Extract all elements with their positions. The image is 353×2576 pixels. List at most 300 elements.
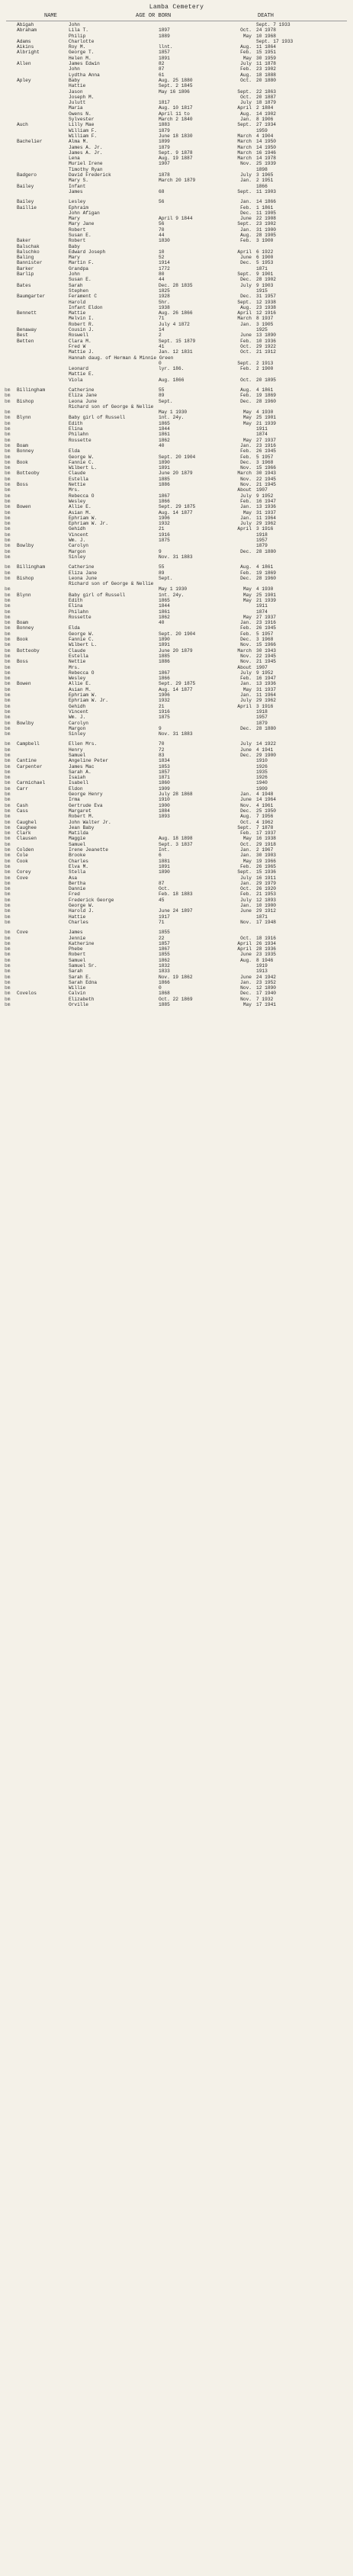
- record-row: [0, 715, 353, 720]
- record-row: [0, 564, 353, 570]
- record-death-month: July: [240, 282, 252, 288]
- record-code: bm: [5, 554, 11, 560]
- record-born: 1886: [159, 659, 170, 665]
- record-born: lyr. 186.: [159, 366, 185, 372]
- record-death-month: March: [237, 471, 252, 477]
- record-code: bm: [5, 940, 11, 946]
- record-death-month: Nov.: [240, 642, 252, 648]
- record-death-month: Aug.: [240, 304, 252, 310]
- record-death-month: Feb.: [240, 238, 252, 244]
- record-born: March 20 1879: [159, 178, 196, 184]
- record-given-name: Fannie C.: [69, 637, 95, 643]
- record-row: [0, 586, 353, 592]
- record-row: [0, 975, 353, 980]
- record-death-date: 12 1893: [256, 897, 276, 903]
- record-death-month: July: [240, 897, 252, 903]
- record-row: [0, 426, 353, 432]
- record-row: [0, 72, 353, 78]
- record-death-month: Jan.: [240, 178, 252, 184]
- record-surname: Bowen: [17, 504, 31, 510]
- record-death-date: 11 1864: [256, 44, 276, 50]
- record-code: bm: [5, 482, 11, 488]
- record-code: bm: [5, 797, 11, 803]
- record-death-date: 25 1939: [256, 161, 276, 167]
- record-born: 71: [159, 316, 165, 322]
- record-row: [0, 853, 353, 858]
- record-row: [0, 521, 353, 526]
- record-code: bm: [5, 471, 11, 477]
- record-death-date: 4 1861: [256, 387, 274, 393]
- record-surname: Botteoby: [17, 647, 40, 654]
- record-death-month: March: [237, 156, 252, 162]
- record-born: Oct. 22 1869: [159, 996, 193, 1002]
- record-born: 1772: [159, 265, 170, 271]
- record-code: bm: [5, 853, 11, 859]
- record-given-name: Infant Eldon: [69, 304, 103, 310]
- record-born: 14: [159, 327, 165, 333]
- record-surname: Cash: [17, 802, 28, 808]
- record-death-date: 11 1964: [256, 692, 276, 699]
- record-born: 21: [159, 703, 165, 709]
- record-given-name: Susan E.: [69, 232, 91, 238]
- record-code: bm: [5, 863, 11, 869]
- record-death-month: Dec.: [240, 398, 252, 404]
- record-given-name: Alma M.: [69, 139, 88, 145]
- record-death-date: 1874: [256, 432, 268, 438]
- record-row: [0, 847, 353, 853]
- record-born: Int.: [159, 847, 170, 853]
- record-death-month: March: [237, 316, 252, 322]
- record-given-name: William F.: [69, 133, 98, 139]
- record-code: bm: [5, 504, 11, 510]
- record-row: [0, 593, 353, 598]
- record-death-date: 19 1966: [256, 858, 276, 864]
- record-row: [0, 637, 353, 642]
- record-born: March 2 1840: [159, 117, 193, 123]
- record-row: [0, 532, 353, 538]
- record-death-date: 9 1901: [256, 271, 274, 278]
- record-death-date: 1898: [256, 166, 268, 172]
- record-list: [0, 22, 353, 1007]
- record-death-month: Oct.: [240, 343, 252, 349]
- record-row: [0, 681, 353, 686]
- record-death-month: June: [240, 952, 252, 958]
- record-surname: Bailey: [17, 199, 34, 205]
- record-surname: Carmichael: [17, 780, 46, 786]
- record-given-name: Sarah: [69, 968, 83, 975]
- record-born: Jan. 12 1831: [159, 349, 193, 355]
- record-code: bm: [5, 946, 11, 952]
- record-born: May 1 1930: [159, 410, 188, 416]
- record-row: [0, 205, 353, 210]
- record-born: 1900: [159, 802, 170, 808]
- record-born: July 28 1868: [159, 792, 193, 798]
- record-death-date: 31 1937: [256, 686, 276, 692]
- record-row: [0, 404, 353, 410]
- record-death-month: April: [237, 310, 252, 316]
- record-death-month: July: [240, 741, 252, 747]
- record-born: 1909: [159, 785, 170, 792]
- record-born: 87: [159, 880, 165, 886]
- record-row: [0, 891, 353, 897]
- record-code: bm: [5, 1002, 11, 1008]
- record-given-name: Philahn: [69, 609, 88, 615]
- record-surname: Boss: [17, 659, 28, 665]
- record-born: June 18 1830: [159, 133, 193, 139]
- record-row: [0, 189, 353, 194]
- record-given-name: George W.: [69, 631, 95, 637]
- record-given-name: Asian M.: [69, 686, 91, 692]
- record-given-name: Charlotte: [69, 38, 95, 44]
- record-row: [0, 482, 353, 487]
- record-row: [0, 139, 353, 144]
- record-death-date: 9 1903: [256, 282, 274, 288]
- record-code: bm: [5, 775, 11, 781]
- record-row: [0, 167, 353, 172]
- record-death-date: 1913: [256, 968, 268, 975]
- record-death-date: 3 1968: [256, 637, 274, 643]
- record-born: 1855: [159, 930, 170, 936]
- record-death-month: Feb.: [240, 863, 252, 869]
- record-death-month: Oct.: [240, 819, 252, 825]
- record-death-date: 11 1878: [256, 61, 276, 67]
- record-born: 89: [159, 570, 165, 576]
- record-born: 1862: [159, 957, 170, 963]
- record-code: bm: [5, 586, 11, 593]
- record-row: [0, 283, 353, 288]
- record-death-date: 23 1902: [256, 221, 276, 227]
- record-row: [0, 355, 353, 361]
- record-row: [0, 271, 353, 277]
- record-row: [0, 156, 353, 161]
- record-death-month: Nov.: [240, 985, 252, 991]
- record-death-month: Oct.: [240, 94, 252, 100]
- record-death-month: About: [237, 664, 252, 670]
- record-code: bm: [5, 731, 11, 737]
- record-death-date: 22 1908: [256, 216, 276, 222]
- record-surname: Aikins: [17, 44, 34, 50]
- record-surname: Boam: [17, 620, 28, 626]
- record-given-name: Fannie C.: [69, 459, 95, 465]
- record-death-date: 13 1890: [256, 332, 276, 339]
- record-death-date: 2 1951: [256, 178, 274, 184]
- record-row: [0, 255, 353, 260]
- record-row: [0, 881, 353, 886]
- record-given-name: Leona June: [69, 398, 98, 404]
- record-row: [0, 980, 353, 985]
- record-given-name: Philip: [69, 33, 86, 39]
- record-death-date: 1907: [256, 487, 268, 493]
- record-given-name: Philahn: [69, 432, 88, 438]
- record-death-month: Feb.: [240, 498, 252, 504]
- record-row: [0, 731, 353, 737]
- record-death-date: 4 1948: [256, 792, 274, 798]
- record-death-month: Oct.: [240, 349, 252, 355]
- record-given-name: Lilly Mae: [69, 122, 95, 128]
- record-born: 1891: [159, 55, 170, 61]
- record-born: Sept. 20 1904: [159, 631, 196, 637]
- record-born: Sept. 2 1845: [159, 83, 193, 89]
- record-death-date: 1866: [256, 183, 268, 189]
- record-born: 1875: [159, 538, 170, 544]
- record-given-name: Harold: [69, 299, 86, 305]
- record-born: 1890: [159, 869, 170, 875]
- record-given-name: Eldon: [69, 785, 83, 792]
- record-born: 1889: [159, 33, 170, 39]
- record-row: [0, 322, 353, 327]
- record-row: [0, 332, 353, 338]
- record-death-month: Dec.: [240, 459, 252, 465]
- record-surname: Cook: [17, 858, 28, 864]
- record-born: 1844: [159, 603, 170, 609]
- record-born: Sept. 29 1875: [159, 681, 196, 687]
- record-row: [0, 300, 353, 305]
- record-born: Sept. 29 1875: [159, 504, 196, 510]
- record-row: [0, 371, 353, 377]
- record-given-name: Estella: [69, 653, 88, 659]
- record-row: [0, 471, 353, 476]
- record-given-name: Mary: [69, 216, 80, 222]
- record-born: 1879: [159, 144, 170, 150]
- header-name: NAME: [44, 13, 57, 19]
- record-given-name: Owens N.: [69, 111, 91, 117]
- record-given-name: Susan E.: [69, 277, 91, 283]
- page-title: Lamba Cemetery: [149, 4, 204, 11]
- record-surname: Best: [17, 332, 28, 339]
- record-death-date: 30 1943: [256, 647, 276, 654]
- record-death-month: Jan.: [240, 681, 252, 687]
- record-death-month: Dec.: [240, 260, 252, 266]
- record-surname: Benaway: [17, 327, 37, 333]
- record-born: May 16 1806: [159, 88, 190, 95]
- record-given-name: Grandpa: [69, 265, 88, 271]
- record-code: bm: [5, 454, 11, 460]
- record-given-name: Lena: [69, 156, 80, 162]
- record-death-month: Dec.: [240, 294, 252, 300]
- record-code: bm: [5, 659, 11, 665]
- record-surname: Balschko: [17, 249, 40, 255]
- record-surname: Baker: [17, 238, 31, 244]
- record-given-name: Martin F.: [69, 260, 95, 266]
- record-given-name: Calvin: [69, 991, 86, 997]
- record-row: [0, 216, 353, 221]
- record-given-name: Carolyn: [69, 543, 88, 549]
- record-row: [0, 991, 353, 996]
- record-death-month: July: [240, 493, 252, 499]
- record-death-date: 26 1920: [256, 886, 276, 892]
- record-row: [0, 704, 353, 709]
- record-row: [0, 128, 353, 133]
- record-death-month: Jan.: [240, 979, 252, 985]
- record-given-name: Gehidh: [69, 526, 86, 532]
- record-row: [0, 133, 353, 139]
- record-death-month: June: [240, 747, 252, 753]
- record-code: bm: [5, 459, 11, 465]
- record-death-date: 22 1863: [256, 88, 276, 95]
- record-given-name: Nettie: [69, 659, 86, 665]
- record-given-name: Isabell: [69, 780, 88, 786]
- record-death-date: 14 1978: [256, 156, 276, 162]
- record-death-month: July: [240, 521, 252, 527]
- record-row: [0, 288, 353, 294]
- record-row: [0, 227, 353, 233]
- record-given-name: Claude: [69, 647, 86, 654]
- record-code: bm: [5, 387, 11, 393]
- record-code: bm: [5, 476, 11, 482]
- record-death-date: 9 1952: [256, 493, 274, 499]
- record-code: bm: [5, 493, 11, 499]
- record-row: [0, 233, 353, 238]
- record-death-month: Jan.: [240, 847, 252, 853]
- record-born: June 24 1897: [159, 908, 193, 914]
- record-code: bm: [5, 575, 11, 581]
- record-death-date: 8 1906: [256, 117, 274, 123]
- record-row: [0, 670, 353, 676]
- record-surname: Bonney: [17, 625, 34, 631]
- record-death-date: 3 1905: [256, 321, 274, 327]
- record-code: bm: [5, 769, 11, 775]
- record-given-name: Margon: [69, 548, 86, 554]
- record-row: [0, 903, 353, 908]
- record-born: Oct.: [159, 886, 170, 892]
- record-death-month: Oct.: [240, 27, 252, 34]
- record-death-month: Sept.: [237, 299, 252, 305]
- record-given-name: Ferament C: [69, 294, 98, 300]
- record-given-name: John: [69, 66, 80, 72]
- record-given-name: Catherine: [69, 564, 95, 570]
- record-row: [0, 448, 353, 454]
- record-born: 1857: [159, 769, 170, 775]
- record-code: bm: [5, 564, 11, 570]
- record-row: [0, 184, 353, 189]
- record-row: [0, 825, 353, 830]
- record-death-date: 28 1905: [256, 232, 276, 238]
- record-surname: Campbell: [17, 741, 40, 747]
- record-born: 70: [159, 226, 165, 233]
- record-row: [0, 886, 353, 891]
- record-row: [0, 941, 353, 946]
- record-born: 1830: [159, 238, 170, 244]
- record-death-month: Aug.: [240, 44, 252, 50]
- record-given-name: Muriel Irene: [69, 161, 103, 167]
- record-death-month: Dec.: [240, 548, 252, 554]
- record-born: 21: [159, 526, 165, 532]
- record-death-date: 21 1945: [256, 482, 276, 488]
- record-death-date: 13 1936: [256, 504, 276, 510]
- record-row: [0, 609, 353, 615]
- record-given-name: James: [69, 188, 83, 194]
- record-code: bm: [5, 996, 11, 1002]
- record-born: 0: [159, 360, 162, 366]
- record-code: bm: [5, 698, 11, 704]
- record-row: [0, 161, 353, 166]
- record-row: [0, 875, 353, 881]
- record-death-date: 28 1960: [256, 398, 276, 404]
- record-death-date: 23 1938: [256, 304, 276, 310]
- record-row: [0, 914, 353, 920]
- record-death-month: Feb.: [240, 676, 252, 682]
- record-given-name: Baby: [69, 243, 80, 249]
- record-death-month: May: [242, 415, 252, 421]
- record-given-name: Wesley: [69, 498, 86, 504]
- record-born: 72: [159, 747, 165, 753]
- record-born: 1862: [159, 614, 170, 620]
- record-given-name: Allie E.: [69, 681, 91, 687]
- record-row: [0, 111, 353, 117]
- record-code: bm: [5, 442, 11, 448]
- record-born: April 11 to: [159, 111, 190, 117]
- record-death-month: May: [242, 858, 252, 864]
- record-given-name: Mary Jane: [69, 221, 95, 227]
- record-death-month: Aug.: [240, 564, 252, 570]
- record-born: Sept. 20 1904: [159, 454, 196, 460]
- record-given-name: Rossette: [69, 437, 91, 443]
- record-row: [0, 377, 353, 383]
- record-born: 1817: [159, 100, 170, 106]
- record-death-date: 28 1880: [256, 548, 276, 554]
- record-code: bm: [5, 962, 11, 968]
- record-born: 0: [159, 985, 162, 991]
- record-born: June 20 1879: [159, 647, 193, 654]
- record-death-date: 28 1880: [256, 725, 276, 731]
- record-given-name: James Edwin: [69, 61, 100, 67]
- record-code: bm: [5, 819, 11, 825]
- record-code: bm: [5, 708, 11, 715]
- record-death-month: Nov.: [240, 659, 252, 665]
- record-given-name: Matilda: [69, 830, 88, 837]
- record-given-name: Dannie: [69, 886, 86, 892]
- record-code: bm: [5, 681, 11, 687]
- record-death-month: May: [242, 614, 252, 620]
- record-row: [0, 39, 353, 44]
- record-row: [0, 44, 353, 50]
- record-death-date: 10 1968: [256, 33, 276, 39]
- record-born: 1899: [159, 139, 170, 145]
- record-given-name: Maria: [69, 105, 83, 111]
- record-death-month: Oct.: [240, 886, 252, 892]
- record-given-name: Wilbert L.: [69, 465, 98, 471]
- record-given-name: Roswell: [69, 332, 88, 339]
- record-born: 44: [159, 232, 165, 238]
- record-given-name: Lydtha Anna: [69, 72, 100, 78]
- record-born: 1861: [159, 609, 170, 615]
- record-born: 1897: [159, 27, 170, 34]
- record-given-name: Leonard: [69, 366, 88, 372]
- record-given-name: Claude: [69, 471, 86, 477]
- record-code: bm: [5, 780, 11, 786]
- record-code: bm: [5, 814, 11, 820]
- record-surname: Bennett: [17, 310, 37, 316]
- record-death-month: Dec.: [240, 753, 252, 758]
- record-death-date: 1879: [256, 720, 268, 726]
- record-death-date: Sept. 17 1933: [256, 38, 294, 44]
- record-born: 1nt. 24y.: [159, 415, 185, 421]
- record-row: [0, 726, 353, 731]
- record-death-date: 11 1903: [256, 188, 276, 194]
- record-surname: Bannister: [17, 260, 43, 266]
- record-death-date: 4 1961: [256, 802, 274, 808]
- record-born: 1916: [159, 708, 170, 715]
- record-born: 1893: [159, 814, 170, 820]
- record-given-name: Margon: [69, 725, 86, 731]
- record-born: 1857: [159, 50, 170, 56]
- record-row: [0, 50, 353, 55]
- record-code: bm: [5, 631, 11, 637]
- record-death-date: 4 1930: [256, 586, 274, 593]
- record-death-month: Feb.: [240, 570, 252, 576]
- record-code: bm: [5, 487, 11, 493]
- record-given-name: Timothy Ryan: [69, 166, 103, 172]
